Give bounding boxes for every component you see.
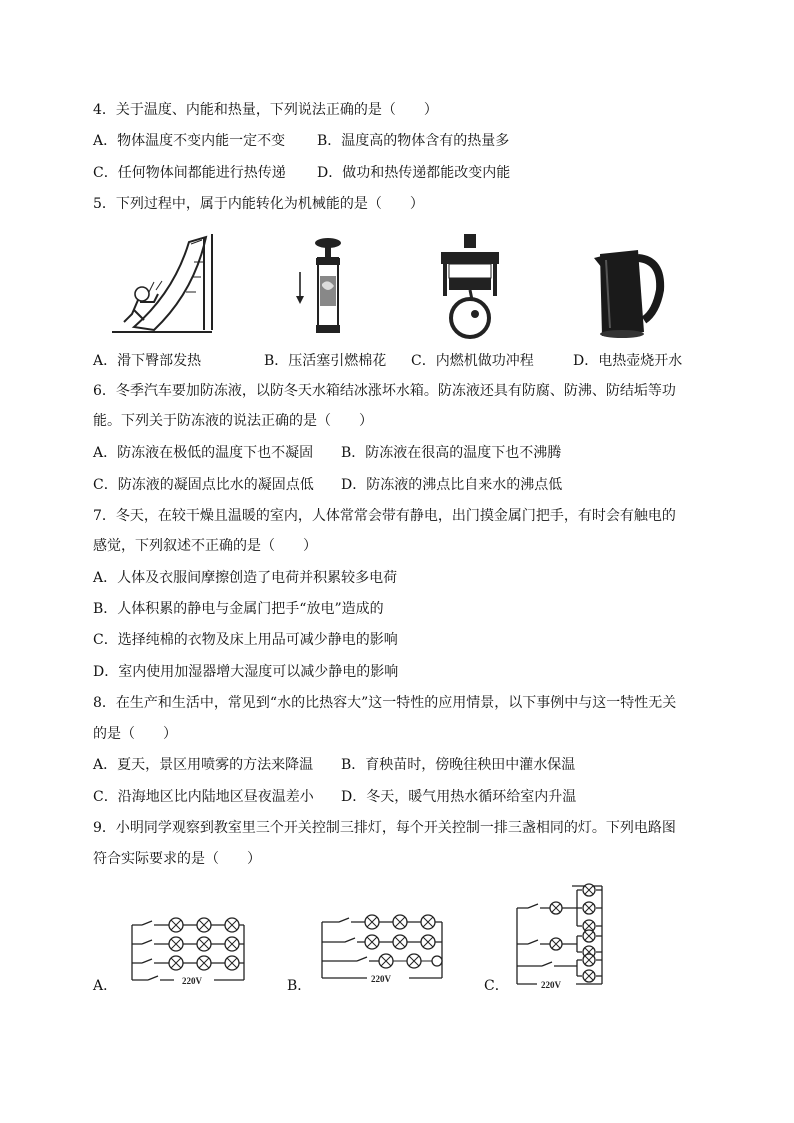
q9-option-a-label: A． [93,978,118,994]
slide-image [104,232,219,337]
voltage-label-a: 220V [182,976,202,986]
circuit-diagram-c [512,880,607,990]
q8-option-c: C．沿海地区比内陆地区昼夜温差小 [93,789,314,805]
q5-option-c: C．内燃机做功冲程 [411,353,534,369]
q8-option-b: B．育秧苗时，傍晚往秧田中灌水保温 [341,757,576,773]
q7-option-b: B．人体积累的静电与金属门把手“放电”造成的 [93,601,384,617]
q7-stem-line1: 7．冬天，在较干燥且温暖的室内，人体常常会带有静电，出门摸金属门把手，有时会有触电的 [93,508,676,524]
q6-stem-line2: 能。下列关于防冻液的说法正确的是（ ） [93,413,373,429]
q6-option-c: C．防冻液的凝固点比水的凝固点低 [93,477,314,493]
engine-cylinder-image [435,234,505,340]
q5-option-d: D．电热壶烧开水 [573,353,683,369]
q5-option-a: A．滑下臀部发热 [93,353,202,369]
q6-option-d: D．防冻液的沸点比自来水的沸点低 [341,477,563,493]
q6-option-b: B．防冻液在很高的温度下也不沸腾 [341,445,562,461]
piston-cylinder-image [292,234,362,338]
q9-option-b-label: B． [287,978,312,994]
q9-option-c-label: C． [484,978,509,994]
q9-stem-line2: 符合实际要求的是（ ） [93,851,261,867]
q4-stem: 4．关于温度、内能和热量，下列说法正确的是（ ） [93,102,438,118]
q5-option-b: B．压活塞引燃棉花 [264,353,387,369]
q7-option-c: C．选择纯棉的衣物及床上用品可减少静电的影响 [93,632,398,648]
electric-kettle-image [588,240,668,340]
q8-stem-line2: 的是（ ） [93,726,177,742]
q9-stem-line1: 9．小明同学观察到教室里三个开关控制三排灯，每个开关控制一排三盏相同的灯。下列电路图 [93,820,676,836]
q6-option-a: A．防冻液在极低的温度下也不凝固 [93,445,314,461]
voltage-label-c: 220V [541,980,561,990]
voltage-label-b: 220V [371,974,391,984]
q8-option-a: A．夏天，景区用喷雾的方法来降温 [93,757,314,773]
q4-option-a: A．物体温度不变内能一定不变 [93,133,286,149]
circuit-diagram-b [317,906,449,986]
q4-option-b: B．温度高的物体含有的热量多 [317,133,510,149]
q4-option-d: D．做功和热传递都能改变内能 [317,165,511,181]
q7-option-a: A．人体及衣服间摩擦创造了电荷并积累较多电荷 [93,570,398,586]
q5-stem: 5．下列过程中，属于内能转化为机械能的是（ ） [93,196,424,212]
q8-option-d: D．冬天，暖气用热水循环给室内升温 [341,789,577,805]
q6-stem-line1: 6．冬季汽车要加防冻液，以防冬天水箱结冰涨坏水箱。防冻液还具有防腐、防沸、防结垢等功 [93,383,676,399]
q8-stem-line1: 8．在生产和生活中，常见到“水的比热容大”这一特性的应用情景，以下事例中与这一特性无关 [93,695,677,711]
q7-option-d: D．室内使用加湿器增大湿度可以减少静电的影响 [93,664,399,680]
q4-option-c: C．任何物体间都能进行热传递 [93,165,286,181]
q7-stem-line2: 感觉，下列叙述不正确的是（ ） [93,538,317,554]
circuit-diagram-a [126,908,252,988]
